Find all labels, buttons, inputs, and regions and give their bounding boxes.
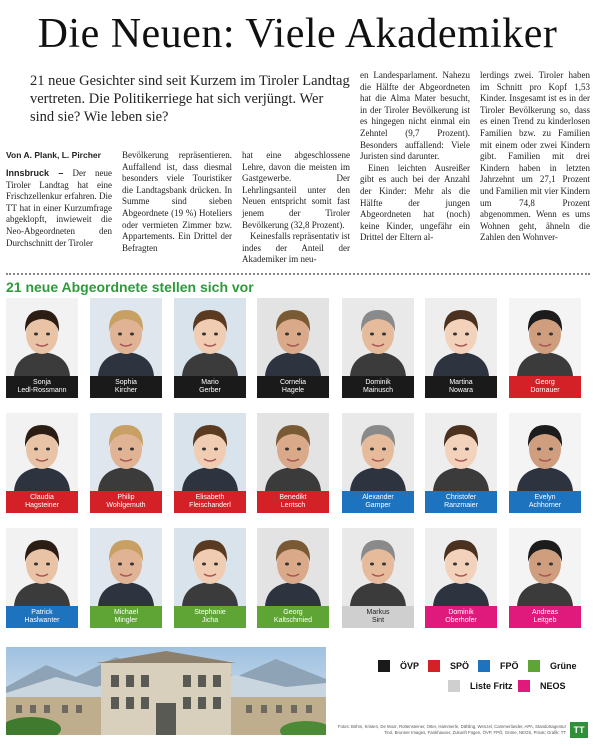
portrait-name-label [342, 606, 414, 628]
first-name: Claudia [30, 493, 54, 501]
legend-label: ÖVP [400, 661, 420, 671]
portrait-card [342, 298, 414, 398]
last-name: Mingler [114, 617, 138, 624]
first-name: Georg [283, 608, 303, 616]
col3-paragraph-1: hat eine abgeschlossene Lehre, davon die meisten im Gastgewerbe. Der Lehrlingsanteil unter den Neuen entspricht somit fast jenem der Tiroler Bevölkerung (32,8 Prozent). [242, 150, 350, 230]
legend-item [528, 660, 577, 672]
dateline: Innsbruck – [6, 168, 64, 178]
party-legend [378, 660, 588, 710]
lead-paragraph: 21 neue Gesichter sind seit Kurzem im Tiroler Landtag vertreten. Die Politikerriege hat sich verjüngt. Wer sind sie? Wie leben sie? [30, 73, 350, 125]
portrait-photo [509, 528, 581, 606]
legend-item [378, 660, 419, 672]
legend-item [448, 680, 513, 692]
portrait-photo [257, 413, 329, 491]
portrait-photo [342, 298, 414, 376]
portrait-photo [90, 528, 162, 606]
first-name: Elisabeth [195, 493, 225, 501]
portrait-photo [174, 298, 246, 376]
portrait-name-label [257, 376, 329, 398]
article-column-4 [360, 70, 470, 244]
portrait-name-label [90, 376, 162, 398]
portrait-name-label [509, 606, 581, 628]
col3-paragraph-2: Keinesfalls repräsentativ ist indes der Anteil der Akademiker im neu- [242, 231, 350, 265]
portrait-name-label [342, 491, 414, 513]
last-name: Ranzmaier [444, 502, 478, 509]
first-name: Evelyn [534, 493, 556, 501]
photo-credits: Fotos: Böhm, Kristen, De Moor, Rottensteiner, Otter, Hammerle, Dähling, Wenzel, Cammerlander, APA, Standortagentur Tirol, Brunner Images, Fankhauser, Zukunft Fügen, ÖVP, FPÖ, Grüne, NEOS, Privat; Grafik: TT [337, 724, 566, 735]
first-name: Andreas [531, 608, 559, 616]
last-name: Gamper [365, 502, 391, 509]
portrait-card [174, 528, 246, 628]
legend-swatch [378, 660, 390, 672]
last-name: Jicha [201, 617, 219, 624]
landhaus-photo [6, 647, 326, 735]
portrait-card [342, 413, 414, 513]
section-subhead: 21 neue Abgeordnete stellen sich vor [6, 279, 254, 295]
portrait-card [6, 528, 78, 628]
portrait-grid [6, 298, 590, 643]
first-name: Philip [117, 493, 135, 501]
portrait-card [509, 298, 581, 398]
last-name: Nowara [448, 387, 474, 394]
portrait-photo [425, 413, 497, 491]
portrait-name-label [509, 376, 581, 398]
portrait-name-label [174, 376, 246, 398]
portrait-card [90, 298, 162, 398]
article-column-5 [480, 70, 590, 244]
tt-logo: TT [570, 722, 588, 738]
portrait-name-label [174, 606, 246, 628]
legend-swatch [518, 680, 530, 692]
first-name: Christofer [445, 493, 477, 501]
first-name: Stephanie [194, 608, 226, 616]
legend-swatch [448, 680, 460, 692]
first-name: Dominik [448, 608, 474, 616]
last-name: Mainusch [363, 387, 393, 394]
legend-label: SPÖ [450, 661, 470, 671]
legend-label: NEOS [540, 681, 566, 691]
portrait-card [6, 413, 78, 513]
portrait-name-label [425, 491, 497, 513]
portrait-photo [509, 413, 581, 491]
legend-item [518, 680, 566, 692]
first-name: Michael [113, 608, 139, 616]
legend-label: Liste Fritz [470, 681, 513, 691]
last-name: Oberhofer [445, 617, 477, 624]
last-name: Hagsteiner [25, 502, 59, 509]
last-name: Sint [371, 617, 385, 624]
first-name: Mario [201, 378, 219, 386]
article-column-3 [242, 150, 350, 266]
portrait-name-label [174, 491, 246, 513]
last-name: Gerber [199, 387, 221, 394]
last-name: Dornauer [530, 387, 560, 394]
dotted-divider [6, 273, 590, 275]
first-name: Martina [449, 378, 473, 386]
col1-text: Der neue Tiroler Landtag hat eine Frischzellenkur erfahren. Die TT hat in einer Kurzumfrage abgeklopft, inwieweit die Neo-Abgeordneten den Durchschnitt der Tiroler [6, 168, 113, 248]
portrait-name-label [90, 491, 162, 513]
portrait-card [90, 413, 162, 513]
portrait-name-label [90, 606, 162, 628]
portrait-photo [174, 413, 246, 491]
article-column-2 [122, 150, 232, 254]
first-name: Georg [535, 378, 555, 386]
last-name: Achhorner [528, 502, 562, 509]
portrait-card [257, 528, 329, 628]
col4-paragraph-2: Einen leichten Ausreißer gibt es auch bei der Anzahl der Kinder: Mehr als die Hälfte der jungen Abgeordneten hat (noch) keine Kinder, ungefähr ein Drittel der Eltern al- [360, 162, 470, 243]
legend-swatch [528, 660, 540, 672]
portrait-name-label [509, 491, 581, 513]
last-name: Kaltschmied [273, 617, 313, 624]
legend-label: FPÖ [500, 661, 519, 671]
portrait-photo [174, 528, 246, 606]
col2-text: Bevölkerung repräsentieren. Auffallend ist, dass diesmal besonders viele Touristiker die Landtagsbank drücken. In Summe sind sieben Abgeordnete (19 %) Hoteliers oder vermieten Zimmer bzw. Appartements. Ein Drittel der Befragten [122, 150, 232, 253]
last-name: Leitgeb [533, 617, 557, 624]
first-name: Benedikt [279, 493, 307, 501]
portrait-photo [257, 528, 329, 606]
first-name: Cornelia [279, 378, 307, 386]
portrait-photo [6, 298, 78, 376]
legend-item [478, 660, 519, 672]
last-name: Ledl-Rossmann [17, 387, 67, 394]
first-name: Alexander [362, 493, 394, 501]
first-name: Sonja [33, 378, 51, 386]
portrait-photo [509, 298, 581, 376]
legend-swatch [428, 660, 440, 672]
last-name: Hagele [281, 387, 305, 394]
headline: Die Neuen: Viele Akademiker [37, 11, 558, 57]
first-name: Sophia [115, 378, 137, 386]
portrait-name-label [6, 376, 78, 398]
portrait-card [509, 413, 581, 513]
portrait-card [6, 298, 78, 398]
portrait-name-label [342, 376, 414, 398]
first-name: Dominik [365, 378, 391, 386]
last-name: Kircher [114, 387, 138, 394]
portrait-photo [90, 298, 162, 376]
portrait-name-label [257, 606, 329, 628]
portrait-card [90, 528, 162, 628]
last-name: Lentsch [280, 502, 306, 509]
last-name: Wohlgemuth [106, 502, 146, 509]
portrait-photo [6, 413, 78, 491]
last-name: Haslwanter [24, 617, 60, 624]
portrait-photo [90, 413, 162, 491]
legend-label: Grüne [550, 661, 577, 671]
portrait-photo [6, 528, 78, 606]
portrait-name-label [6, 606, 78, 628]
portrait-card [425, 413, 497, 513]
portrait-photo [425, 528, 497, 606]
legend-item [428, 660, 469, 672]
legend-swatch [478, 660, 490, 672]
first-name: Markus [366, 608, 390, 616]
col5-text: lerdings zwei. Tiroler haben im Schnitt pro Kopf 1,53 Kinder. Insgesamt ist es in der Tiroler Bevölkerung so, dass es einen Trend zu kinderlosen Familien bzw. zu Familien mit einem oder zwei Kindern gibt. Familien mit drei Kindern haben in letzten Jahrzehnt um 27,1 Prozent und Familien mit vier Kindern um 74,8 Prozent abgenommen. Wenn es ums Wohnen geht, ähneln die Zahlen den Wohnver- [480, 70, 590, 243]
first-name: Patrick [31, 608, 53, 616]
portrait-card [257, 298, 329, 398]
article-column-1 [6, 168, 112, 249]
portrait-card [257, 413, 329, 513]
byline: Von A. Plank, L. Pircher [6, 150, 101, 160]
portrait-name-label [425, 606, 497, 628]
portrait-photo [342, 413, 414, 491]
portrait-card [174, 413, 246, 513]
portrait-name-label [425, 376, 497, 398]
portrait-card [509, 528, 581, 628]
portrait-name-label [257, 491, 329, 513]
portrait-card [342, 528, 414, 628]
portrait-card [425, 298, 497, 398]
portrait-photo [425, 298, 497, 376]
portrait-photo [342, 528, 414, 606]
last-name: Fleischanderl [189, 502, 231, 509]
portrait-name-label [6, 491, 78, 513]
portrait-photo [257, 298, 329, 376]
col4-paragraph-1: en Landesparlament. Nahezu die Hälfte der Abgeordneten hat die Alma Mater besucht, in der Tiroler Bevölkerung ist es hingegen nicht einmal ein Zehntel (9,7 Prozent). Besonders auffallend: Viele Juristen sind darunter. [360, 70, 470, 162]
portrait-card [174, 298, 246, 398]
portrait-card [425, 528, 497, 628]
